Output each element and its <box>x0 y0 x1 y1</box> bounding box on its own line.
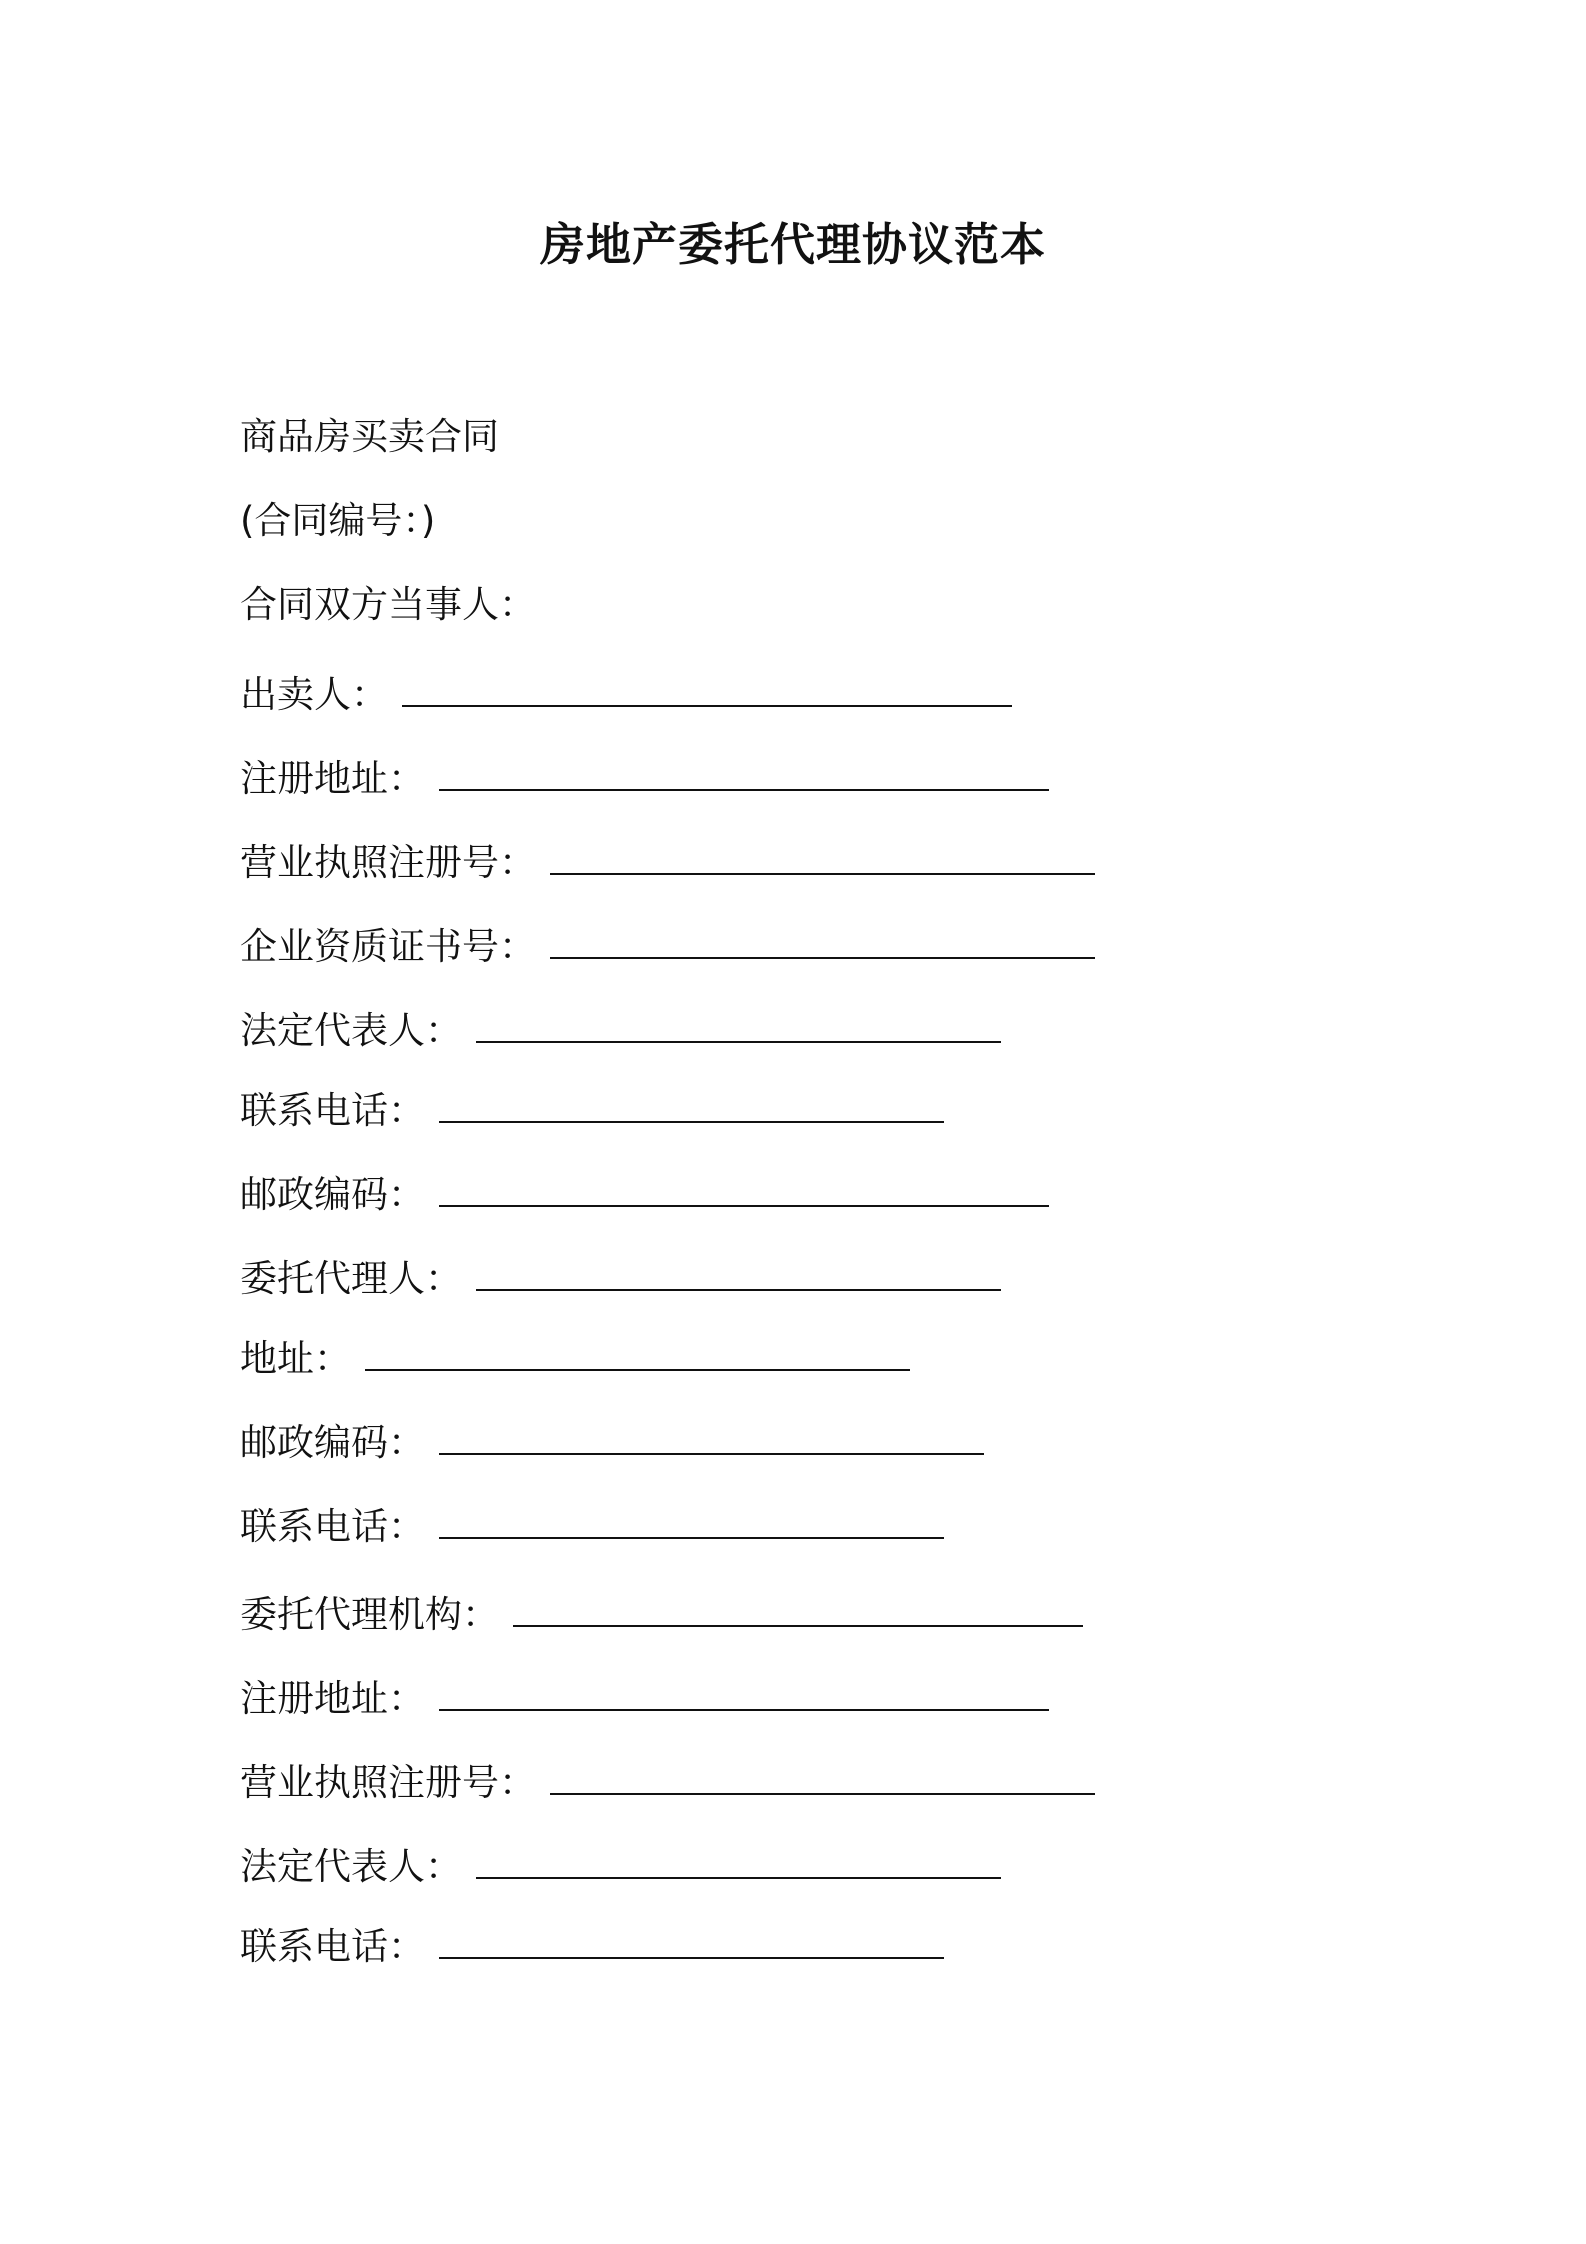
field-row-address <box>240 1334 910 1384</box>
fill-in-blank[interactable] <box>365 1369 910 1371</box>
field-label: 联系电话： <box>240 1089 425 1132</box>
field-row-qualification-certificate-number <box>240 922 1095 972</box>
field-row-phone <box>240 1502 944 1552</box>
fill-in-blank[interactable] <box>476 1289 1001 1291</box>
field-row-legal-representative <box>240 1006 1001 1056</box>
field-label: 委托代理机构： <box>240 1593 499 1636</box>
fill-in-blank[interactable] <box>513 1625 1083 1627</box>
field-row-registered-address <box>240 1674 1049 1724</box>
fill-in-blank[interactable] <box>439 789 1049 791</box>
field-row-business-license-number <box>240 838 1095 888</box>
field-label: 出卖人： <box>240 673 388 716</box>
field-row-business-license-number <box>240 1758 1095 1808</box>
field-label: 注册地址： <box>240 757 425 800</box>
field-label: 邮政编码： <box>240 1421 425 1464</box>
fill-in-blank[interactable] <box>550 957 1095 959</box>
contract-name: 商品房买卖合同 <box>240 415 499 458</box>
field-row-postal-code <box>240 1418 984 1468</box>
fill-in-blank[interactable] <box>476 1041 1001 1043</box>
field-row-agency <box>240 1590 1083 1640</box>
field-label: 委托代理人： <box>240 1257 462 1300</box>
fill-in-blank[interactable] <box>550 1793 1095 1795</box>
field-label: 地址： <box>240 1337 351 1380</box>
fill-in-blank[interactable] <box>439 1957 944 1959</box>
fill-in-blank[interactable] <box>439 1453 984 1455</box>
field-label: 联系电话： <box>240 1925 425 1968</box>
field-label: 法定代表人： <box>240 1009 462 1052</box>
contract-number: (合同编号：) <box>240 499 436 542</box>
field-label: 联系电话： <box>240 1505 425 1548</box>
fill-in-blank[interactable] <box>439 1537 944 1539</box>
field-label: 营业执照注册号： <box>240 1761 536 1804</box>
fill-in-blank[interactable] <box>402 705 1012 707</box>
field-row-postal-code <box>240 1170 1049 1220</box>
fill-in-blank[interactable] <box>439 1709 1049 1711</box>
field-label: 企业资质证书号： <box>240 925 536 968</box>
field-label: 邮政编码： <box>240 1173 425 1216</box>
field-row-seller <box>240 670 1012 720</box>
fill-in-blank[interactable] <box>476 1877 1001 1879</box>
fill-in-blank[interactable] <box>439 1205 1049 1207</box>
field-label: 法定代表人： <box>240 1845 462 1888</box>
field-row-authorized-agent <box>240 1254 1001 1304</box>
parties-heading: 合同双方当事人： <box>240 583 536 626</box>
field-label: 营业执照注册号： <box>240 841 536 884</box>
document-title: 房地产委托代理协议范本 <box>539 218 1046 271</box>
field-row-legal-representative <box>240 1842 1001 1892</box>
fill-in-blank[interactable] <box>550 873 1095 875</box>
field-label: 注册地址： <box>240 1677 425 1720</box>
field-row-phone <box>240 1086 944 1136</box>
fill-in-blank[interactable] <box>439 1121 944 1123</box>
field-row-registered-address <box>240 754 1049 804</box>
field-row-phone <box>240 1922 944 1972</box>
